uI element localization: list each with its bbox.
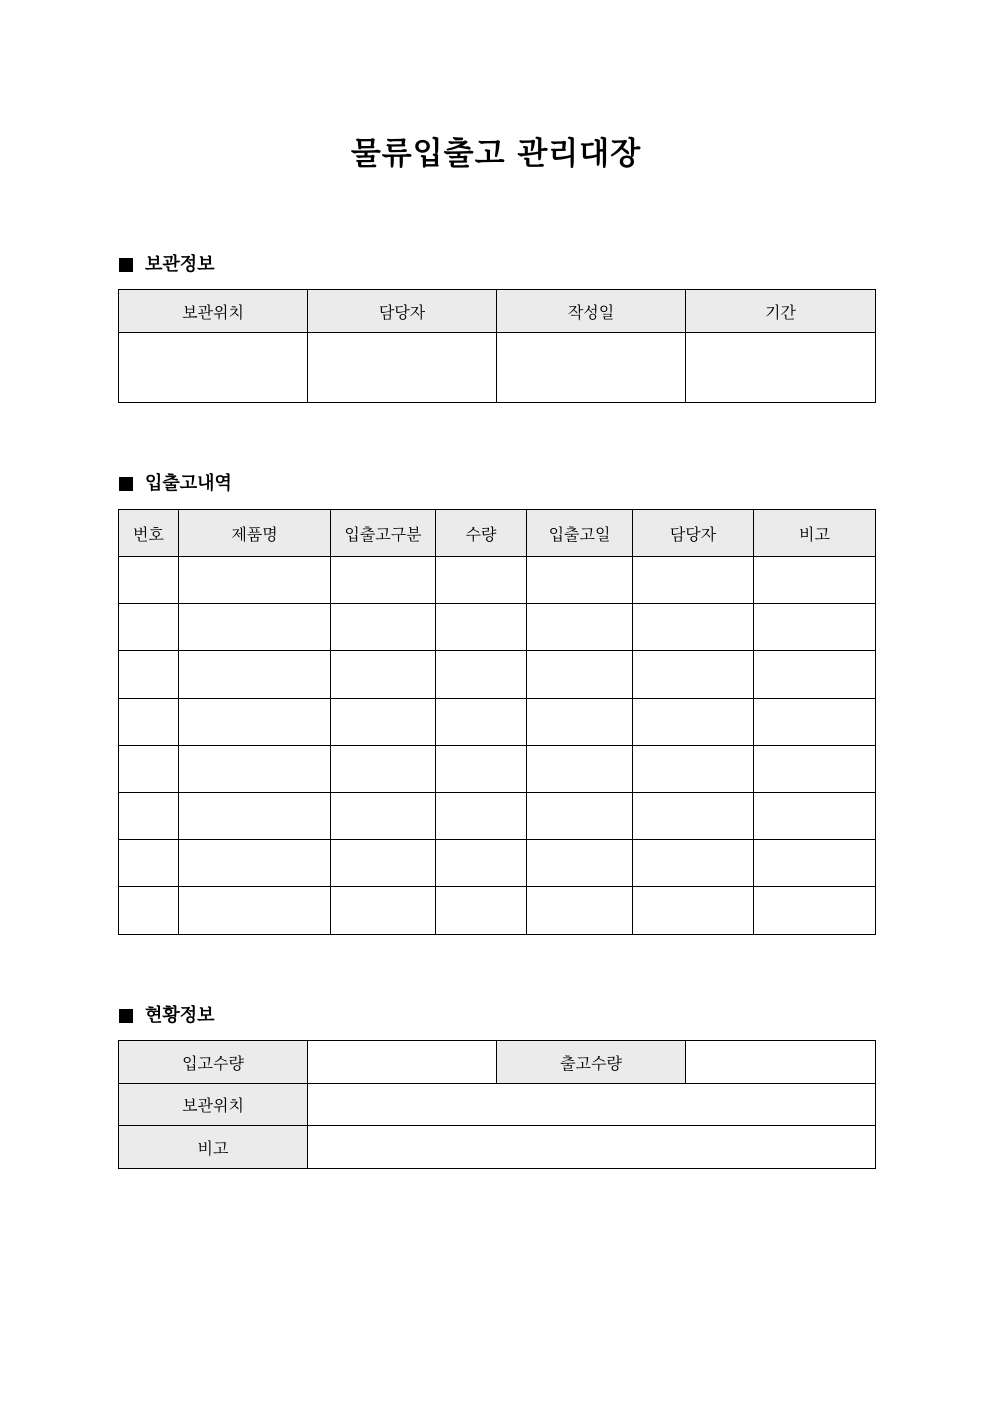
table-cell[interactable] <box>633 887 754 934</box>
storage-section-title: 보관정보 <box>145 254 215 275</box>
table-cell[interactable] <box>119 840 179 887</box>
status-info-table <box>118 1040 876 1169</box>
table-row <box>119 745 876 792</box>
table-cell[interactable] <box>119 604 179 651</box>
table-cell[interactable] <box>331 745 436 792</box>
storage-header-period: 기간 <box>686 290 876 333</box>
table-cell[interactable] <box>119 698 179 745</box>
inout-section-heading <box>119 472 232 496</box>
inout-section-title: 입출고내역 <box>145 473 232 494</box>
storage-location-cell[interactable] <box>119 333 308 403</box>
table-cell[interactable] <box>331 792 436 839</box>
table-cell[interactable] <box>119 745 179 792</box>
storage-period-cell[interactable] <box>686 333 876 403</box>
square-bullet-icon <box>119 477 133 491</box>
table-cell[interactable] <box>436 557 527 604</box>
out-quantity-cell[interactable] <box>686 1041 876 1084</box>
table-cell[interactable] <box>633 698 754 745</box>
table-cell[interactable] <box>119 792 179 839</box>
table-cell[interactable] <box>436 604 527 651</box>
table-cell[interactable] <box>527 745 633 792</box>
table-cell[interactable] <box>754 887 876 934</box>
table-row <box>119 604 876 651</box>
status-section-heading <box>119 1004 215 1028</box>
table-cell[interactable] <box>436 840 527 887</box>
table-cell[interactable] <box>633 792 754 839</box>
storage-header-manager: 담당자 <box>308 290 497 333</box>
inout-header-quantity: 수량 <box>436 510 527 557</box>
inout-header-number: 번호 <box>119 510 179 557</box>
status-note-label: 비고 <box>119 1126 308 1169</box>
table-cell[interactable] <box>527 651 633 698</box>
table-cell[interactable] <box>331 651 436 698</box>
table-cell[interactable] <box>331 698 436 745</box>
table-cell[interactable] <box>633 604 754 651</box>
in-quantity-label: 입고수량 <box>119 1041 308 1084</box>
table-cell[interactable] <box>633 840 754 887</box>
table-cell[interactable] <box>527 840 633 887</box>
table-cell[interactable] <box>754 651 876 698</box>
table-cell[interactable] <box>527 698 633 745</box>
table-cell[interactable] <box>331 557 436 604</box>
inout-header-date: 입출고일 <box>527 510 633 557</box>
table-cell[interactable] <box>179 887 331 934</box>
storage-header-date: 작성일 <box>497 290 686 333</box>
table-cell[interactable] <box>754 698 876 745</box>
square-bullet-icon <box>119 1009 133 1023</box>
table-cell[interactable] <box>179 557 331 604</box>
inout-header-note: 비고 <box>754 510 876 557</box>
table-cell[interactable] <box>633 745 754 792</box>
inout-header-manager: 담당자 <box>633 510 754 557</box>
storage-date-cell[interactable] <box>497 333 686 403</box>
table-cell[interactable] <box>436 745 527 792</box>
table-cell[interactable] <box>633 557 754 604</box>
table-cell[interactable] <box>527 887 633 934</box>
in-quantity-cell[interactable] <box>308 1041 497 1084</box>
table-cell[interactable] <box>754 557 876 604</box>
status-location-cell[interactable] <box>308 1084 876 1126</box>
table-cell[interactable] <box>119 651 179 698</box>
table-cell[interactable] <box>179 792 331 839</box>
inout-history-table <box>118 509 876 935</box>
status-note-cell[interactable] <box>308 1126 876 1169</box>
storage-header-location: 보관위치 <box>119 290 308 333</box>
table-cell[interactable] <box>527 557 633 604</box>
table-cell[interactable] <box>179 651 331 698</box>
table-cell[interactable] <box>436 792 527 839</box>
table-row <box>119 840 876 887</box>
table-row <box>119 651 876 698</box>
table-cell[interactable] <box>331 840 436 887</box>
out-quantity-label: 출고수량 <box>497 1041 686 1084</box>
inout-header-type: 입출고구분 <box>331 510 436 557</box>
table-cell[interactable] <box>754 840 876 887</box>
table-cell[interactable] <box>119 557 179 604</box>
inout-header-product: 제품명 <box>179 510 331 557</box>
table-cell[interactable] <box>527 792 633 839</box>
table-row <box>119 792 876 839</box>
table-cell[interactable] <box>633 651 754 698</box>
table-cell[interactable] <box>436 651 527 698</box>
table-cell[interactable] <box>179 698 331 745</box>
table-row <box>119 887 876 934</box>
table-cell[interactable] <box>331 887 436 934</box>
table-cell[interactable] <box>527 604 633 651</box>
status-section-title: 현황정보 <box>145 1005 215 1026</box>
table-cell[interactable] <box>754 604 876 651</box>
table-cell[interactable] <box>754 792 876 839</box>
storage-section-heading <box>119 253 215 277</box>
storage-info-table <box>118 289 876 403</box>
table-cell[interactable] <box>436 698 527 745</box>
table-cell[interactable] <box>179 840 331 887</box>
table-cell[interactable] <box>179 745 331 792</box>
table-cell[interactable] <box>119 887 179 934</box>
table-cell[interactable] <box>331 604 436 651</box>
status-location-label: 보관위치 <box>119 1084 308 1126</box>
page-title: 물류입출고 관리대장 <box>350 136 642 172</box>
storage-manager-cell[interactable] <box>308 333 497 403</box>
table-cell[interactable] <box>436 887 527 934</box>
table-row <box>119 557 876 604</box>
square-bullet-icon <box>119 258 133 272</box>
table-row <box>119 698 876 745</box>
table-cell[interactable] <box>179 604 331 651</box>
table-cell[interactable] <box>754 745 876 792</box>
